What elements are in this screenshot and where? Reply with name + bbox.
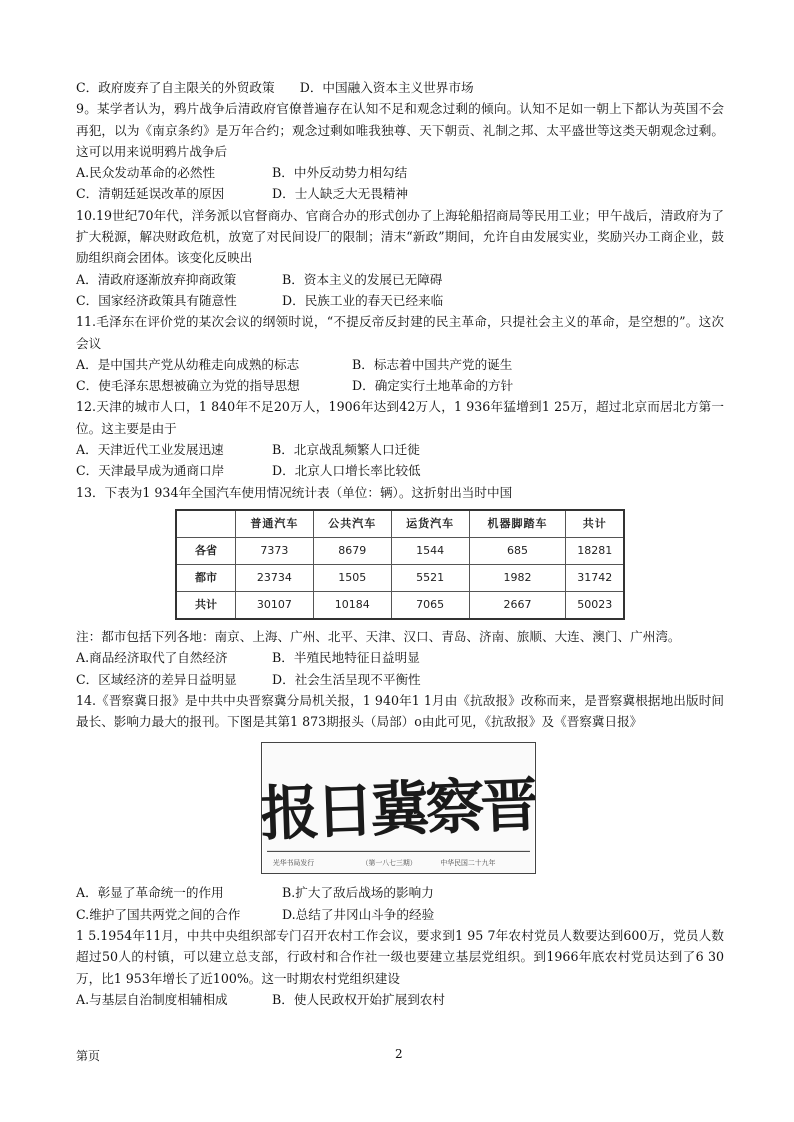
q11-options-cd	[76, 375, 724, 396]
masthead-title: 报日冀察晋	[261, 770, 536, 849]
q10-options-ab	[76, 269, 724, 290]
table-cell: 18281	[566, 537, 624, 564]
masthead-issue-number: （第一八七三期）	[361, 859, 417, 868]
question-9: 9。某学者认为，鸦片战争后清政府官僚普遍存在认知不足和观念过剩的倾向。认知不足如一朝上下都认为英国不会再犯，以为《南京条约》是万年合约；观念过剩如唯我独尊、天下朝贡、礼制之邦、太平盛世等这类天朝观念过剩。这可以用来说明鸦片战争后	[76, 101, 724, 159]
q9-options-cd	[76, 183, 724, 204]
table-cell: 8679	[313, 537, 391, 564]
table-cell: 685	[469, 537, 566, 564]
vehicle-stats-table-wrap	[175, 509, 625, 620]
q12-option-d: D．北京人口增长率比较低	[272, 463, 421, 479]
q12-option-a: A．天津近代工业发展迅速	[76, 442, 224, 458]
table-row	[176, 564, 624, 591]
masthead-publisher: 光华书局发行	[272, 859, 315, 868]
question-10: 10.19世纪70年代，洋务派以官督商办、官商合办的形式创办了上海轮船招商局等民用工业；甲午战后，清政府为了扩大税源，解决财政危机，放宽了对民间设厂的限制；清末“新政”期间，允许自由发展实业，奖励兴办工商企业，鼓励组织商会团体。该变化反映出	[76, 207, 724, 266]
q14-option-d: D.总结了井冈山斗争的经验	[282, 906, 435, 922]
table-note: 注：都市包括下列各地：南京、上海、广州、北平、天津、汉口、青岛、济南、旅顺、大连、澳门、广州湾。	[76, 628, 681, 644]
table-row-head: 都市	[176, 564, 236, 591]
newspaper-masthead	[261, 742, 536, 874]
question-14: 14.《晋察冀日报》是中共中央晋察冀分局机关报，1 940年1 1月由《抗敌报》改称而来，是晋察冀根据地出版时间最长、影响力最大的报刊。下图是其第1 873期报头（局部）o由此可见，《抗敌报》及《晋察冀日报》	[76, 692, 724, 730]
q9-option-b: B．中外反动势力相勾结	[272, 165, 408, 181]
table-cell: 31742	[566, 564, 624, 591]
q10-option-b: B．资本主义的发展已无障碍	[282, 271, 443, 287]
table-header-cell: 共计	[566, 510, 624, 538]
q14-option-c: C.维护了国共两党之间的合作	[76, 906, 241, 922]
q8-options-cd: C．政府废弃了自主限关的外贸政策 D．中国融入资本主义世界市场	[76, 80, 474, 95]
q9-option-a: A.民众发动革命的必然性	[76, 165, 216, 181]
question-11: 11.毛泽东在评价党的某次会议的纲领时说，“不提反帝反封建的民主革命，只提社会主义的革命，是空想的”。这次会议	[76, 314, 724, 351]
q13-option-b: B．半殖民地特征日益明显	[272, 650, 420, 666]
table-header-cell: 运货汽车	[391, 510, 469, 538]
table-header-cell	[176, 510, 236, 538]
question-15: 1 5.1954年11月，中共中央组织部专门召开农村工作会议，要求到1 95 7年农村党员人数要达到600万，党员人数超过50人的村镇，可以建立总支部，行政村和合作社一级也要建立基层党组织。到1966年底农村党员达到了6 30万，比1 953年增长了近100%。这一时期农村党组织建设	[76, 928, 724, 986]
table-cell: 7373	[236, 537, 314, 564]
page-number: 2	[395, 1047, 403, 1061]
q10-option-a: A．清政府逐渐放弃抑商政策	[76, 271, 237, 287]
q11-option-b: B．标志着中国共产党的诞生	[352, 356, 513, 372]
q13-option-d: D．社会生活呈现不平衡性	[272, 671, 421, 687]
q14-option-b: B.扩大了敌后战场的影响力	[282, 885, 434, 901]
q13-options-ab	[76, 647, 724, 668]
q14-options-ab	[76, 882, 724, 903]
q13-options-cd	[76, 669, 724, 690]
q11-option-c: C．使毛泽东思想被确立为党的指导思想	[76, 378, 300, 394]
q13-option-c: C．区域经济的差异日益明显	[76, 671, 237, 687]
q11-option-d: D．确定实行土地革命的方针	[352, 378, 514, 394]
q15-option-a: A.与基层自治制度相辅相成	[76, 991, 228, 1007]
q15-option-b: B．使人民政权开始扩展到农村	[272, 991, 445, 1007]
q15-options-ab	[76, 989, 724, 1010]
table-cell: 7065	[391, 591, 469, 619]
question-13: 13．下表为1 934年全国汽车使用情况统计表（单位：辆）。这折射出当时中国	[76, 484, 513, 500]
table-cell: 30107	[236, 591, 314, 619]
q14-option-a: A．彰显了革命统一的作用	[76, 885, 224, 901]
q10-option-d: D．民族工业的春天已经来临	[282, 292, 444, 308]
table-cell: 5521	[391, 564, 469, 591]
q12-option-b: B．北京战乱频繁人口迁徙	[272, 442, 420, 458]
q12-option-c: C．天津最早成为通商口岸	[76, 463, 225, 479]
q9-option-d: D．士人缺乏大无畏精神	[272, 186, 409, 202]
q14-options-cd	[76, 904, 724, 925]
table-row	[176, 537, 624, 564]
table-cell: 2667	[469, 591, 566, 619]
footer-label: 第页	[76, 1049, 101, 1063]
q10-options-cd	[76, 290, 724, 311]
table-cell: 10184	[313, 591, 391, 619]
q10-option-c: C．国家经济政策具有随意性	[76, 292, 237, 308]
vehicle-stats-table	[175, 509, 625, 620]
table-header-row	[176, 510, 624, 538]
table-header-cell: 公共汽车	[313, 510, 391, 538]
question-12: 12.天津的城市人口，1 840年不足20万人，1906年达到42万人，1 936年猛增到1 25万，超过北京而居北方第一位。这主要是由于	[76, 399, 724, 436]
table-cell: 1505	[313, 564, 391, 591]
q9-option-c: C．清朝廷延误改革的原因	[76, 186, 225, 202]
q12-options-ab	[76, 439, 724, 460]
table-row-head: 共计	[176, 591, 236, 619]
table-cell: 50023	[566, 591, 624, 619]
page-content	[76, 77, 724, 1010]
masthead-date: 中华民国二十九年	[440, 859, 496, 868]
table-cell: 1544	[391, 537, 469, 564]
table-header-cell: 普通汽车	[236, 510, 314, 538]
q11-options-ab	[76, 354, 724, 375]
q11-option-a: A．是中国共产党从幼稚走向成熟的标志	[76, 356, 300, 372]
masthead-image	[261, 742, 536, 874]
table-header-cell: 机器脚踏车	[469, 510, 566, 538]
q9-options-ab	[76, 162, 724, 183]
table-row	[176, 591, 624, 619]
q13-option-a: A.商品经济取代了自然经济	[76, 650, 228, 666]
table-cell: 23734	[236, 564, 314, 591]
q12-options-cd	[76, 460, 724, 481]
table-row-head: 各省	[176, 537, 236, 564]
table-cell: 1982	[469, 564, 566, 591]
